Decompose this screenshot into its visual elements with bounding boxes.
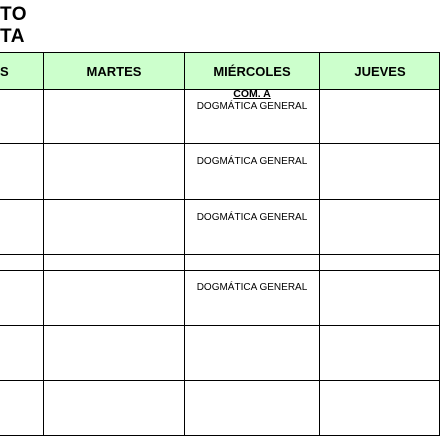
grid-line	[0, 325, 440, 326]
page-title-line-2: TA	[0, 26, 25, 47]
page-title-line-1: TO	[0, 4, 28, 25]
commission-label: COM. A	[233, 88, 271, 100]
grid-line	[0, 380, 440, 381]
column-header-martes: MARTES	[44, 53, 184, 89]
grid-line	[319, 52, 320, 436]
grid-line	[0, 270, 440, 271]
grid-line	[0, 435, 440, 436]
grid-line	[43, 52, 44, 436]
column-header-miercoles: MIÉRCOLES	[185, 53, 319, 89]
class-cell: DOGMÁTICA GENERAL	[196, 101, 308, 112]
class-cell: DOGMÁTICA GENERAL	[196, 156, 308, 167]
grid-line	[0, 143, 440, 144]
class-cell: DOGMÁTICA GENERAL	[196, 282, 308, 293]
class-cell: DOGMÁTICA GENERAL	[196, 212, 308, 223]
column-header-jueves: JUEVES	[320, 53, 440, 89]
grid-line	[0, 199, 440, 200]
grid-line	[0, 52, 440, 53]
grid-line	[0, 254, 440, 255]
column-header-lunes: S	[0, 53, 43, 89]
